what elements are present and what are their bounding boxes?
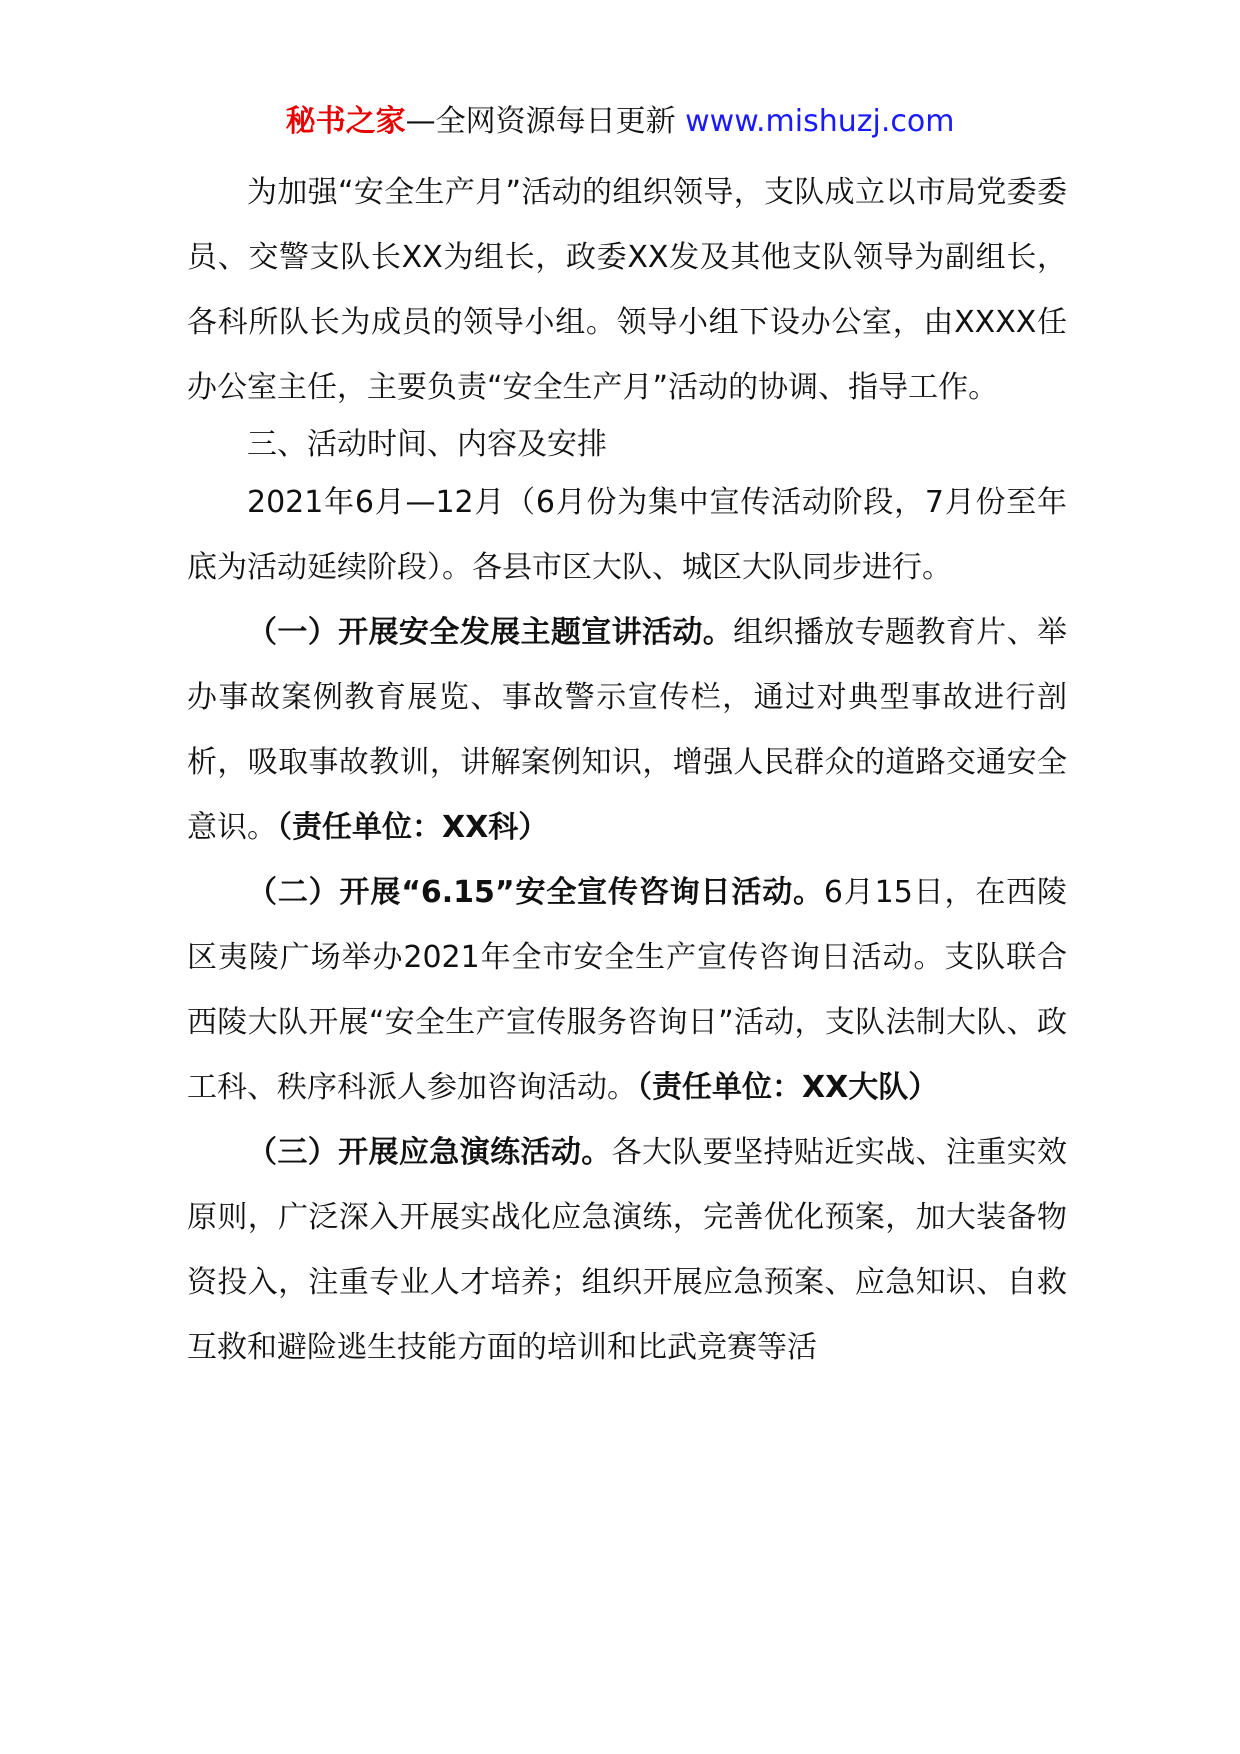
item-3-heading: （三）开展应急演练活动。 [247,1135,612,1170]
item-1-body: 组织播放专题教育片、举办事故案例教育展览、事故警示宣传栏，通过对典型事故进行剖析，吸取事故教训，讲解案例知识，增强人民群众的道路交通安全意识。 [187,615,1068,845]
header-url[interactable]: www.mishuzj.com [685,104,955,139]
section-heading-schedule: 三、活动时间、内容及安排 [247,427,607,462]
brand-name: 秘书之家 [285,104,406,139]
paragraph-item-1 [187,600,1067,860]
paragraph-leadership: 为加强“安全生产月”活动的组织领导，支队成立以市局党委委员、交警支队长XX为组长，政委XX发及其他支队领导为副组长，各科所队长为成员的领导小组。领导小组下设办公室，由XXXX任办公室主任，主要负责“安全生产月”活动的协调、指导工作。 [187,175,1067,405]
paragraph-item-2 [187,860,1067,1120]
item-3-body: 各大队要坚持贴近实战、注重实效原则，广泛深入开展实战化应急演练，完善优化预案，加大装备物资投入，注重专业人才培养；组织开展应急预案、应急知识、自救互救和避险逃生技能方面的培训和比武竞赛等活 [187,1135,1068,1365]
item-1-heading: （一）开展安全发展主题宣讲活动。 [247,615,734,650]
paragraph-item-3 [187,1120,1067,1380]
page-header [0,100,1240,144]
item-2-responsible: （责任单位：XX大队） [637,1070,939,1105]
item-2-heading: （二）开展“6.15”安全宣传咨询日活动。 [247,875,824,910]
item-1-responsible: （责任单位：XX科） [277,810,549,845]
paragraph-timeline: 2021年6月—12月（6月份为集中宣传活动阶段，7月份至年底为活动延续阶段）。各县市区大队、城区大队同步进行。 [187,485,1067,585]
document-body [187,160,1067,1380]
item-2-body: 6月15日，在西陵区夷陵广场举办2021年全市安全生产宣传咨询日活动。支队联合西陵大队开展“安全生产宣传服务咨询日”活动，支队法制大队、政工科、秩序科派人参加咨询活动。 [187,875,1068,1105]
header-slogan: —全网资源每日更新 [405,104,686,139]
